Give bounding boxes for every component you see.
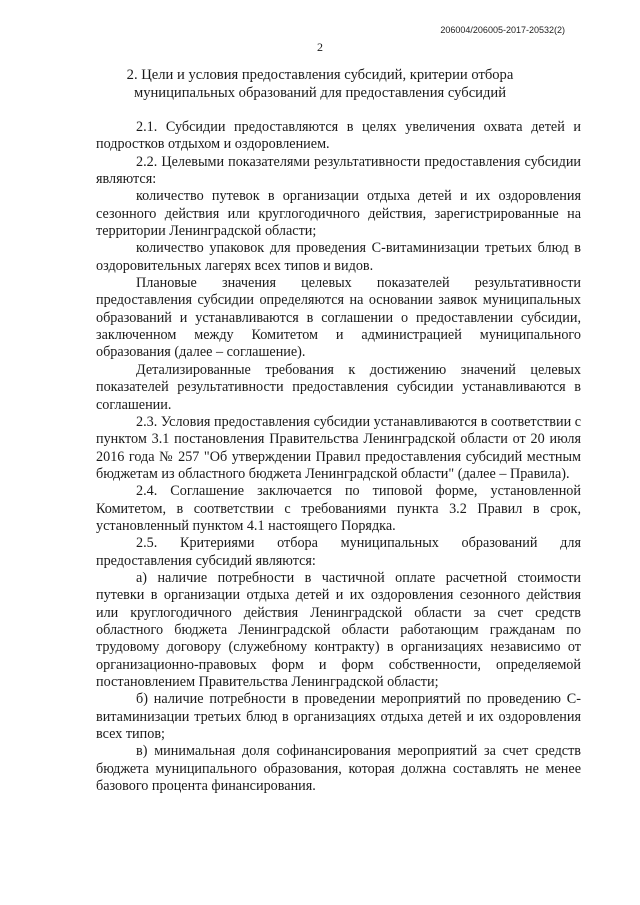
paragraph-packages-count: количество упаковок для проведения С-витаминизации третьих блюд в оздоровительных лагерях всех типов и видов. <box>96 240 581 274</box>
paragraph-2-4: 2.4. Соглашение заключается по типовой форме, установленной Комитетом, в соответствии с требованиями пункта 3.2 Правил в срок, установленный пунктом 4.1 настоящего Порядка. <box>96 483 581 534</box>
paragraph-2-3: 2.3. Условия предоставления субсидии устанавливаются в соответствии с пунктом 3.1 постановления Правительства Ленинградской области от 20 июля 2016 года № 257 "Об утверждении Правил предоставления субсидий местным бюджетам из областного бюджета Ленинградской области" (далее – Правила). <box>96 413 582 482</box>
paragraph-detailed-requirements: Детализированные требования к достижению значений целевых показателей результативности предоставления субсидии устанавливаются в соглашении. <box>96 361 581 413</box>
paragraph-2-2: 2.2. Целевыми показателями результативности предоставления субсидии являются: <box>96 153 581 188</box>
paragraph-2-5: 2.5. Критериями отбора муниципальных образований для предоставления субсидий являются: <box>96 535 581 569</box>
paragraph-vouchers-count: количество путевок в организации отдыха детей и их оздоровления сезонного действия или круглогодичного действия, зарегистрированные на территории Ленинградской области; <box>96 188 581 240</box>
section-title: 2. Цели и условия предоставления субсидий, критерии отбора муниципальных образований для предоставления субсидий <box>126 67 514 101</box>
paragraph-2-1: 2.1. Субсидии предоставляются в целях увеличения охвата детей и подростков отдыхом и оздоровлением. <box>96 119 581 153</box>
criterion-b: б) наличие потребности в проведении мероприятий по проведению С-витаминизации третьих блюд в организациях отдыха детей и их оздоровления всех типов; <box>96 691 581 743</box>
criterion-c: в) минимальная доля софинансирования мероприятий за счет средств бюджета муниципального образования, которая должна составлять не менее базового процента финансирования. <box>96 743 581 795</box>
criterion-a: а) наличие потребности в частичной оплате расчетной стоимости путевки в организации отдыха детей и их оздоровления сезонного действия или круглогодичного действия Ленинградской области за счет средств областного бюджета Ленинградской области работающим гражданам по трудовому договору (служебному контракту) в организациях независимо от организационно-правовых форм и форм собственности, определяемой постановлением Правительства Ленинградской области; <box>96 569 581 690</box>
document-code: 206004/206005-2017-20532(2) <box>440 25 565 35</box>
page-number: 2 <box>317 40 323 54</box>
document-body <box>96 119 581 795</box>
paragraph-planned-values: Плановые значения целевых показателей результативности предоставления субсидии определяются на основании заявок муниципальных образований и устанавливаются в соглашении о предоставлении субсидии, заключенном между Комитетом и администрацией муниципального образования (далее – соглашение). <box>96 275 581 361</box>
